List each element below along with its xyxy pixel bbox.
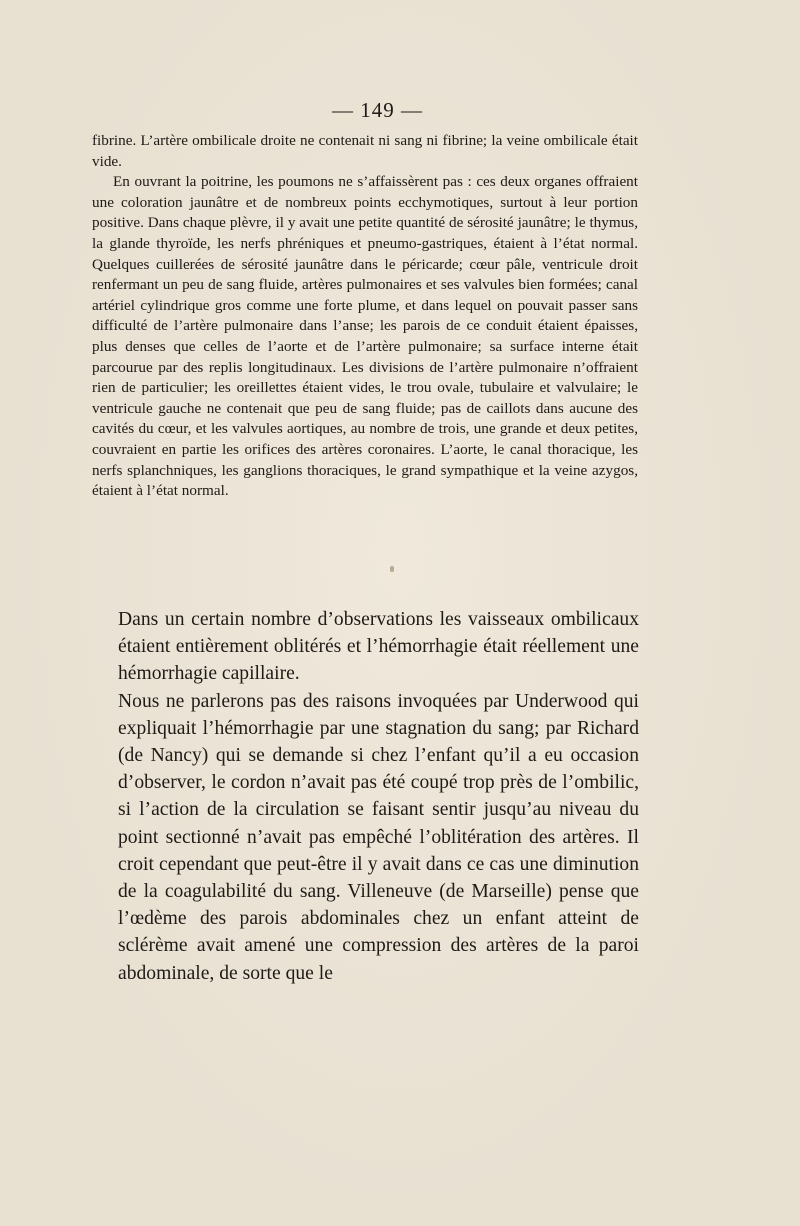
observation-text-block (92, 131, 638, 502)
paragraph-obliterated-vessels: Dans un certain nombre d’observations les vaisseaux ombilicaux étaient entièrement oblitérés et l’hémorrhagie était réellement une hémorrhagie capillaire. (118, 609, 639, 685)
page-number: — 149 — (332, 98, 423, 122)
paragraph-continuation: fibrine. L’artère ombilicale droite ne contenait ni sang ni fibrine; la veine ombilicale était vide. (92, 132, 638, 170)
main-text-block (118, 606, 639, 987)
paragraph-causes-discussion: Nous ne parlerons pas des raisons invoquées par Underwood qui expliquait l’hémorrhagie par une stagnation du sang; par Richard (de Nancy) qui se demande si chez l’enfant qu’il a eu occasion d’observer, le cordon n’avait pas été coupé trop près de l’ombilic, si l’action de la circulation se faisant sentir jusqu’au niveau du point sectionné n’avait pas empêché l’oblitération des artères. Il croit cependant que peut-être il y avait dans ce cas une diminution de la coagulabilité du sang. Villeneuve (de Marseille) pense que l’œdème des parois abdominales chez un enfant atteint de sclérème avait amené une compression des artères de la paroi abdominale, de sorte que le (118, 690, 639, 984)
paragraph-autopsy-thorax: En ouvrant la poitrine, les poumons ne s’affaissèrent pas : ces deux organes offraient une coloration jaunâtre et de nombreux points ecchymotiques, surtout à leur portion positive. Dans chaque plèvre, il y avait une petite quantité de sérosité jaunâtre; le thymus, la glande thyroïde, les nerfs phréniques et pneumo-gastriques, étaient à l’état normal. Quelques cuillerées de sérosité jaunâtre dans le péricarde; cœur pâle, ventricule droit renfermant un peu de sang fluide, artères pulmonaires et ses valvules bien formées; canal artériel cylindrique gros comme une forte plume, et dans lequel on pouvait passer sans difficulté de l’artère pulmonaire dans l’anse; les parois de ce conduit étaient épaisses, plus denses que celles de l’aorte et de l’artère pulmonaire; sa surface interne était parcourue par des replis longitudinaux. Les divisions de l’artère pulmonaire n’offraient rien de particulier; les oreillettes étaient vides, le trou ovale, tubulaire et valvulaire; le ventricule gauche ne contenait que peu de sang fluide; pas de caillots dans aucune des cavités du cœur, et les valvules aortiques, au nombre de trois, une grande et deux petites, couvraient en partie les orifices des artères coronaires. L’aorte, le canal thoracique, les nerfs splanchniques, les ganglions thoraciques, le grand sympathique et la veine azygos, étaient à l’état normal. (92, 173, 638, 500)
print-speck (390, 566, 394, 572)
